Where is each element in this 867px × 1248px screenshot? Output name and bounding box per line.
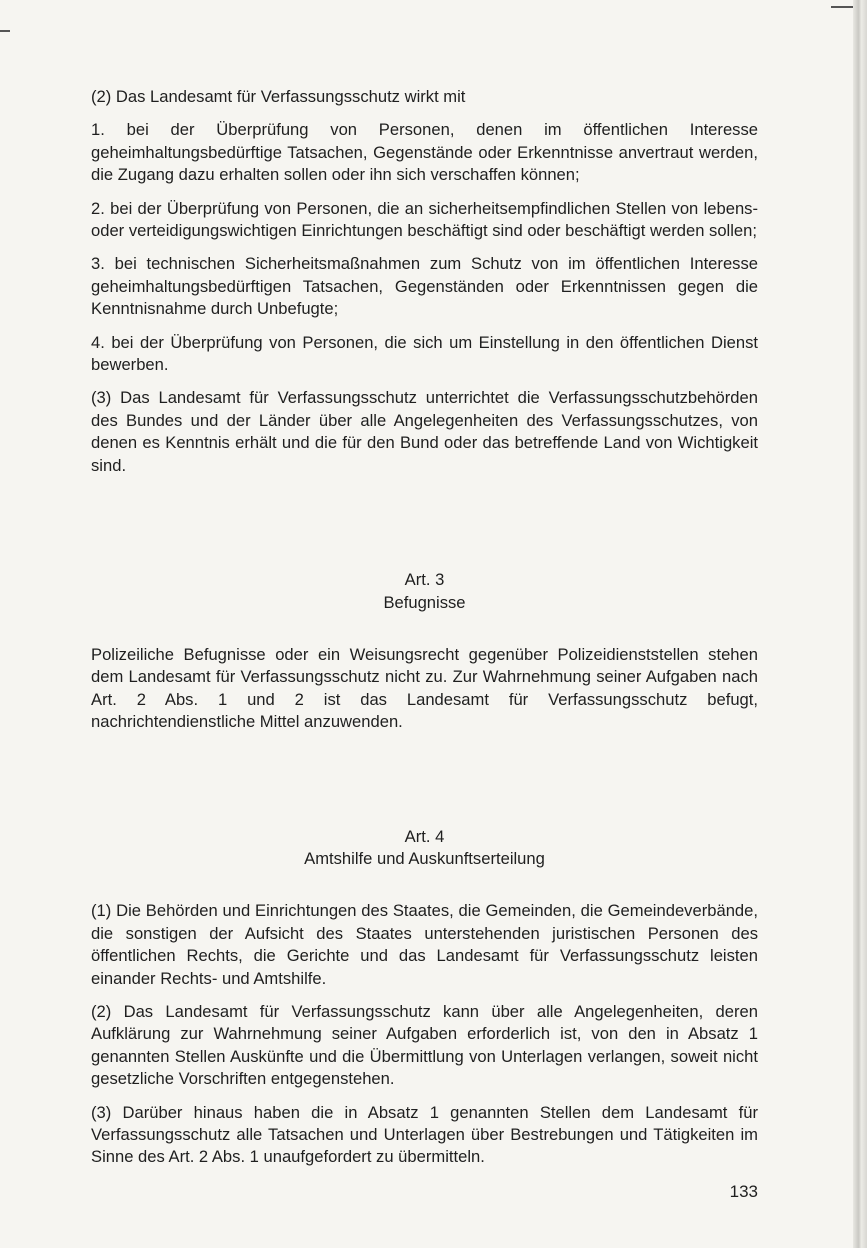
- article-title: Amtshilfe und Auskunftserteilung: [304, 848, 545, 868]
- list-item: 3. bei technischen Sicherheitsmaßnahmen zum Schutz von im öffentlichen Interesse geheimhaltungsbedürftigen Tatsachen, Gegenständen oder Erkenntnissen gegen die Kenntnisnahme durch Unbefugte;: [91, 254, 758, 319]
- page-content: [91, 86, 758, 1180]
- article-number: Art. 3: [404, 570, 445, 590]
- list-item: 1. bei der Überprüfung von Personen, denen im öffentlichen Interesse geheimhaltungsbedürftige Tatsachen, Gegenstände oder Erkenntnisse anvertraut werden, die Zugang dazu erhalten sollen oder ihn sich verschaffen können;: [91, 120, 758, 185]
- list-item: 4. bei der Überprüfung von Personen, die sich um Einstellung in den öffentlichen Dienst bewerben.: [91, 332, 758, 375]
- article-4: [91, 826, 758, 1169]
- article-3: [91, 569, 758, 733]
- intro-paragraph: (2) Das Landesamt für Verfassungsschutz wirkt mit: [91, 87, 466, 106]
- article-title: Befugnisse: [383, 592, 466, 612]
- article-paragraph: (3) Darüber hinaus haben die in Absatz 1 genannten Stellen dem Landesamt für Verfassungsschutz alle Tatsachen und Unterlagen über Bestrebungen und Tätigkeiten im Sinne des Art. 2 Abs. 1 unaufgefordert zu übermitteln.: [91, 1102, 758, 1167]
- page-edge-shadow: [853, 0, 867, 1248]
- article-number: Art. 4: [404, 826, 445, 846]
- page-number: 133: [729, 1182, 758, 1201]
- paragraph-3: (3) Das Landesamt für Verfassungsschutz unterrichtet die Verfassungsschutzbehörden des Bundes und der Länder über alle Angelegenheiten des Verfassungsschutzes, von denen es Kenntnis erhält und die für den Bund oder das betreffende Land von Wichtigkeit sind.: [91, 388, 758, 475]
- page-edge-mark: [0, 30, 10, 32]
- article-body: Polizeiliche Befugnisse oder ein Weisungsrecht gegenüber Polizeidienststellen stehen dem Landesamt für Verfassungsschutz nicht zu. Zur Wahrnehmung seiner Aufgaben nach Art. 2 Abs. 1 und 2 ist das Landesamt für Verfassungsschutz befugt, nachrichtendienstliche Mittel anzuwenden.: [91, 644, 758, 732]
- list-item: 2. bei der Überprüfung von Personen, die an sicherheitsempfindlichen Stellen von lebens- oder verteidigungswichtigen Einrichtungen beschäftigt sind oder beschäftigt werden sollen;: [91, 198, 758, 241]
- article-paragraph: (2) Das Landesamt für Verfassungsschutz kann über alle Angelegenheiten, deren Aufklärung zur Wahrnehmung seiner Aufgaben erforderlich ist, von den in Absatz 1 genannten Stellen Auskünfte und die Übermittlung von Unterlagen verlangen, soweit nicht gesetzliche Vorschriften entgegenstehen.: [91, 1001, 758, 1089]
- article-paragraph: (1) Die Behörden und Einrichtungen des Staates, die Gemeinden, die Gemeindeverbände, die sonstigen der Aufsicht des Staates unterstehenden juristischen Personen des öffentlichen Rechts, die Gerichte und das Landesamt für Verfassungsschutz leisten einander Rechts- und Amtshilfe.: [91, 901, 758, 988]
